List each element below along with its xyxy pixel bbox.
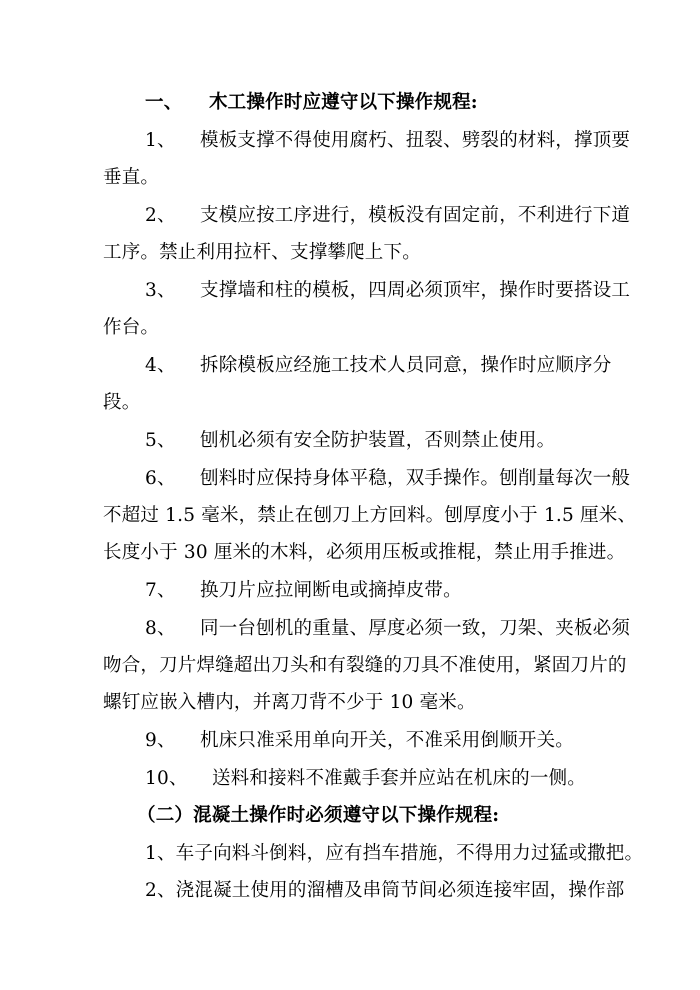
list-item-line: 长度小于 30 厘米的木料，必须用压板或推棍，禁止用手推进。 <box>103 542 626 563</box>
list-item-line: 5、 刨机必须有安全防护装置，否则禁止使用。 <box>145 430 556 451</box>
list-item-line: 2、 支模应按工序进行，模板没有固定前，不利进行下道 <box>145 205 631 226</box>
list-item-line: 10、 送料和接料不准戴手套并应站在机床的一侧。 <box>145 768 586 789</box>
list-item-line: 作台。 <box>103 317 160 338</box>
list-item-line: 3、 支撑墙和柱的模板，四周必须顶牢，操作时要搭设工 <box>145 280 631 301</box>
list-item-line: 垂直。 <box>103 167 160 188</box>
section-heading: （二）混凝土操作时必须遵守以下操作规程: <box>137 805 500 826</box>
list-item-line: 9、 机床只准采用单向开关，不准采用倒顺开关。 <box>145 730 574 751</box>
list-item-line: 吻合，刀片焊缝超出刀头和有裂缝的刀具不准使用，紧固刀片的 <box>103 655 627 676</box>
section-heading: 一、 木工操作时应遵守以下操作规程: <box>145 92 478 113</box>
list-item-line: 8、 同一台刨机的重量、厚度必须一致，刀架、夹板必须 <box>145 618 631 639</box>
list-item-line: 6、 刨料时应保持身体平稳，双手操作。刨削量每次一般 <box>145 468 631 489</box>
list-item-line: 不超过 1.5 毫米，禁止在刨刀上方回料。刨厚度小于 1.5 厘米、 <box>103 505 637 526</box>
list-item-line: 7、 换刀片应拉闸断电或摘掉皮带。 <box>145 580 462 601</box>
list-item-line: 螺钉应嵌入槽内，并离刀背不少于 10 毫米。 <box>103 692 476 713</box>
list-item-line: 1、车子向料斗倒料，应有挡车措施，不得用力过猛或撒把。 <box>145 843 644 864</box>
list-item-line: 段。 <box>103 392 141 413</box>
list-item-line: 2、浇混凝土使用的溜槽及串筒节间必须连接牢固，操作部 <box>145 880 625 901</box>
list-item-line: 工序。禁止利用拉杆、支撑攀爬上下。 <box>103 242 421 263</box>
list-item-line: 1、 模板支撑不得使用腐朽、扭裂、劈裂的材料，撑顶要 <box>145 130 631 151</box>
list-item-line: 4、 拆除模板应经施工技术人员同意，操作时应顺序分 <box>145 355 612 376</box>
